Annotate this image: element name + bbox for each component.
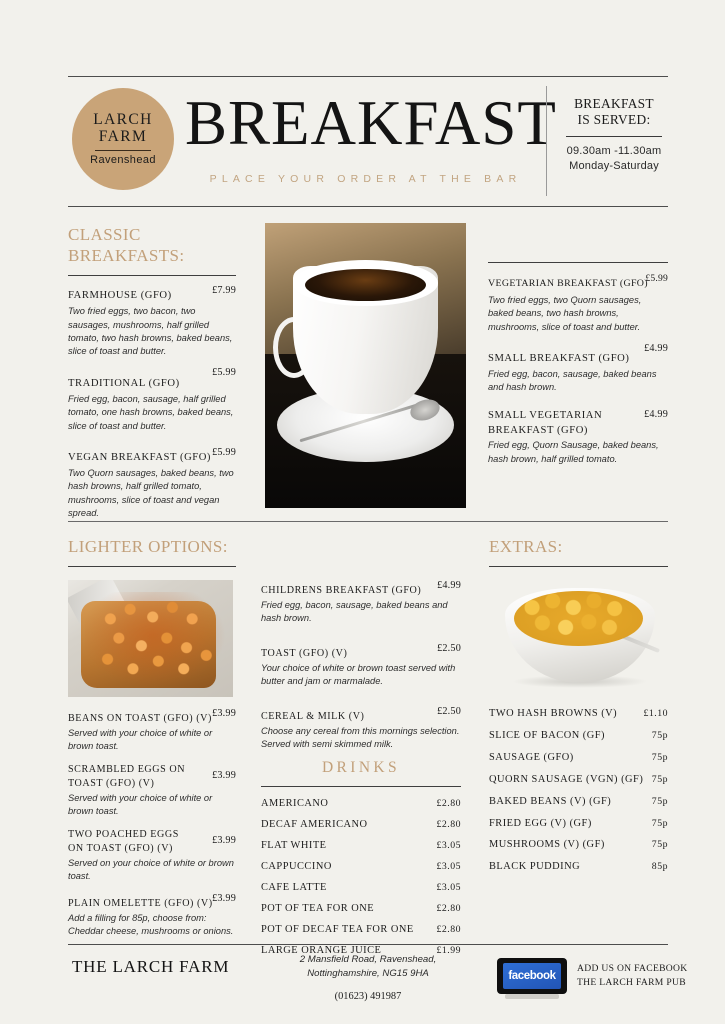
- facebook-callout-line-1: ADD US ON FACEBOOK: [577, 963, 688, 974]
- extra-name: BLACK PUDDING: [489, 861, 581, 873]
- classic-heading-line-1: CLASSIC: [68, 225, 141, 244]
- menu-item: [488, 343, 668, 395]
- footer-address: 2 Mansfield Road, Ravenshead, Nottinghamshire, NG15 9HA: [299, 954, 437, 979]
- drink-name: POT OF TEA FOR ONE: [261, 903, 375, 914]
- extra-row: [489, 819, 668, 829]
- drink-row: [261, 925, 461, 935]
- facebook-callout-line-2: THE LARCH FARM PUB: [577, 976, 686, 988]
- lighter-options-heading: LIGHTER OPTIONS:: [68, 537, 228, 556]
- beans-on-toast-photo: [68, 580, 233, 697]
- item-name: SMALL VEGETARIAN BREAKFAST (GFO): [488, 409, 603, 436]
- item-price: £3.99: [212, 892, 236, 904]
- item-description: Your choice of white or brown toast served with butter and jam or marmalade.: [261, 662, 456, 687]
- item-name: BEANS ON TOAST (GFO) (V): [68, 713, 212, 724]
- menu-item: [68, 708, 236, 754]
- extra-row: [489, 775, 668, 785]
- drink-row: [261, 883, 461, 893]
- header-bottom-divider: [68, 206, 668, 207]
- drink-price: £2.80: [436, 798, 461, 809]
- extra-name: SLICE OF BACON (GF): [489, 729, 606, 741]
- extra-row: [489, 797, 668, 807]
- item-price: £3.99: [212, 708, 236, 719]
- item-name: TOAST (GFO) (V): [261, 647, 348, 659]
- extra-price: 75p: [651, 839, 668, 851]
- lighter-options-mid-list: [261, 580, 461, 761]
- lighter-options-left-list: [68, 708, 236, 948]
- menu-item: [488, 409, 668, 466]
- item-name: PLAIN OMELETTE (GFO) (V): [68, 897, 213, 909]
- serving-heading-line-2: IS SERVED:: [577, 112, 651, 128]
- extra-price: 75p: [651, 817, 668, 829]
- serving-heading-line-1: BREAKFAST: [574, 96, 654, 111]
- cornflakes-shape: [514, 591, 643, 646]
- item-name: CEREAL & MILK (V): [261, 710, 365, 722]
- page-title: BREAKFAST: [185, 88, 557, 158]
- extra-price: 75p: [651, 751, 668, 763]
- item-price: £2.50: [437, 705, 461, 717]
- item-price: £5.99: [212, 366, 236, 378]
- drink-row: [261, 862, 461, 872]
- drink-name: CAPPUCCINO: [261, 861, 332, 872]
- menu-item: [68, 366, 236, 433]
- extra-row: [489, 862, 668, 872]
- item-price: £3.99: [212, 769, 236, 781]
- footer-phone: (01623) 491987: [334, 991, 402, 1002]
- logo-badge: [72, 88, 174, 190]
- item-description: Fried egg, bacon, sausage, baked beans and hash brown.: [488, 369, 657, 393]
- extra-price: 85p: [651, 861, 668, 873]
- menu-item: [68, 447, 236, 520]
- logo-line-1: LARCH: [93, 111, 153, 129]
- item-price: £7.99: [212, 285, 236, 297]
- classic-breakfasts-right-column: [488, 262, 668, 475]
- item-name: TWO POACHED EGGS ON TOAST (GFO) (V): [68, 828, 179, 854]
- item-name: TRADITIONAL (GFO): [68, 377, 180, 389]
- item-description: Two Quorn sausages, baked beans, two hash browns, half grilled tomato, mushrooms, slice of toast and vegan spread.: [68, 467, 234, 518]
- drinks-heading: DRINKS: [321, 759, 401, 776]
- item-name: SCRAMBLED EGGS ON TOAST (GFO) (V): [68, 763, 186, 789]
- extra-price: £1.10: [643, 708, 668, 719]
- lighter-options-divider: [68, 566, 236, 567]
- menu-item: [68, 828, 236, 884]
- menu-item: [261, 580, 461, 626]
- item-description: Served with your choice of white or brown toast.: [68, 792, 213, 817]
- menu-item: [68, 763, 236, 819]
- drink-name: LARGE ORANGE JUICE: [261, 945, 382, 956]
- classic-breakfasts-section: [68, 225, 236, 529]
- drinks-divider: [261, 786, 461, 787]
- item-description: Fried egg, bacon, sausage, baked beans and hash brown.: [261, 600, 448, 624]
- page-subtitle: PLACE YOUR ORDER AT THE BAR: [209, 173, 522, 185]
- facebook-device-stand: [505, 994, 559, 999]
- item-description: Served on your choice of white or brown toast.: [68, 857, 234, 882]
- lighter-options-section-head: [68, 537, 236, 567]
- serving-divider: [566, 136, 662, 137]
- extra-row: [489, 753, 668, 763]
- extra-name: MUSHROOMS (V) (GF): [489, 839, 605, 851]
- extra-price: 75p: [651, 729, 668, 741]
- drink-price: £1.99: [436, 945, 461, 956]
- item-description: Add a filling for 85p, choose from: Cheddar cheese, mushrooms or onions.: [68, 912, 234, 937]
- header-vertical-divider: [546, 86, 547, 196]
- item-description: Choose any cereal from this mornings selection. Served with semi skimmed milk.: [261, 725, 460, 750]
- serving-days: Monday-Saturday: [569, 159, 659, 172]
- drink-name: DECAF AMERICANO: [261, 819, 368, 830]
- logo-divider: [95, 150, 151, 151]
- extra-name: QUORN SAUSAGE (VGN) (GF): [489, 773, 644, 785]
- footer-divider: [68, 944, 668, 945]
- drink-price: £3.05: [436, 840, 461, 851]
- facebook-screen: [503, 963, 561, 989]
- footer-business-name: THE LARCH FARM: [72, 957, 230, 976]
- item-price: £3.99: [212, 834, 236, 846]
- coffee-liquid-shape: [305, 269, 426, 302]
- item-name: VEGAN BREAKFAST (GFO): [68, 451, 211, 463]
- drink-price: £2.80: [436, 903, 461, 914]
- logo-line-3: Ravenshead: [90, 153, 156, 166]
- drink-row: [261, 799, 461, 809]
- drink-row: [261, 841, 461, 851]
- facebook-icon[interactable]: [497, 958, 567, 994]
- right-column-top-divider: [488, 262, 668, 263]
- extra-row: [489, 709, 668, 719]
- drink-name: AMERICANO: [261, 798, 329, 809]
- drink-name: FLAT WHITE: [261, 840, 327, 851]
- classic-heading-line-2: BREAKFASTS:: [68, 245, 185, 265]
- menu-item: [68, 893, 236, 939]
- drink-row: [261, 904, 461, 914]
- item-price: £4.99: [644, 343, 668, 355]
- header-top-divider: [68, 76, 668, 77]
- drink-name: POT OF DECAF TEA FOR ONE: [261, 924, 414, 935]
- item-price: £5.99: [645, 273, 668, 284]
- logo-line-2: FARM: [98, 128, 148, 145]
- extra-price: 75p: [651, 795, 668, 807]
- extra-row: [489, 840, 668, 850]
- menu-item: [68, 285, 236, 358]
- extras-section-head: [489, 537, 668, 567]
- coffee-cup-photo: [265, 223, 466, 508]
- facebook-callout: [577, 962, 707, 989]
- extras-heading: EXTRAS:: [489, 537, 563, 556]
- item-description: Two fried eggs, two Quorn sausages, baked beans, two hash browns, mushrooms, slice of toast and butter.: [488, 295, 642, 332]
- menu-item: [488, 273, 668, 334]
- drink-price: £2.80: [436, 819, 461, 830]
- drink-price: £2.80: [436, 924, 461, 935]
- extra-name: TWO HASH BROWNS (V): [489, 708, 618, 719]
- item-description: Two fried eggs, two bacon, two sausages, mushrooms, half grilled tomato, two hash browns, baked beans, slice of toast and butter.: [68, 306, 233, 357]
- drinks-section: [261, 759, 461, 967]
- extras-list: [489, 709, 668, 884]
- drink-name: CAFE LATTE: [261, 882, 327, 893]
- mid-page-divider: [68, 521, 668, 522]
- item-name: VEGETARIAN BREAKFAST (GFO): [488, 278, 648, 289]
- serving-hours-block: [558, 96, 670, 173]
- item-price: £4.99: [644, 408, 668, 420]
- item-description: Fried egg, Quorn Sausage, baked beans, hash brown, half grilled tomato.: [488, 440, 659, 464]
- item-description: Fried egg, bacon, sausage, half grilled tomato, one hash browns, baked beans, slice of toast and butter.: [68, 393, 234, 431]
- classic-heading-divider: [68, 275, 236, 276]
- drink-row: [261, 820, 461, 830]
- item-name: FARMHOUSE (GFO): [68, 290, 172, 302]
- item-description: Served with your choice of white or brown toast.: [68, 728, 213, 752]
- item-price: £4.99: [437, 580, 461, 591]
- extra-name: FRIED EGG (V) (GF): [489, 817, 592, 829]
- item-name: CHILDRENS BREAKFAST (GFO): [261, 585, 422, 596]
- extra-name: SAUSAGE (GFO): [489, 751, 574, 763]
- extra-price: 75p: [651, 773, 668, 785]
- serving-hours: 09.30am -11.30am: [566, 144, 662, 157]
- drink-price: £3.05: [436, 882, 461, 893]
- item-price: £2.50: [437, 642, 461, 654]
- cereal-bowl-photo: [495, 570, 665, 695]
- menu-item: [261, 643, 461, 689]
- extra-row: [489, 731, 668, 741]
- extras-divider: [489, 566, 668, 567]
- menu-item: [261, 706, 461, 752]
- drink-price: £3.05: [436, 861, 461, 872]
- item-name: SMALL BREAKFAST (GFO): [488, 353, 630, 365]
- extra-name: BAKED BEANS (V) (GF): [489, 795, 612, 807]
- baked-beans-shape: [85, 592, 227, 688]
- item-price: £5.99: [212, 446, 236, 458]
- facebook-wordmark: facebook: [508, 970, 556, 982]
